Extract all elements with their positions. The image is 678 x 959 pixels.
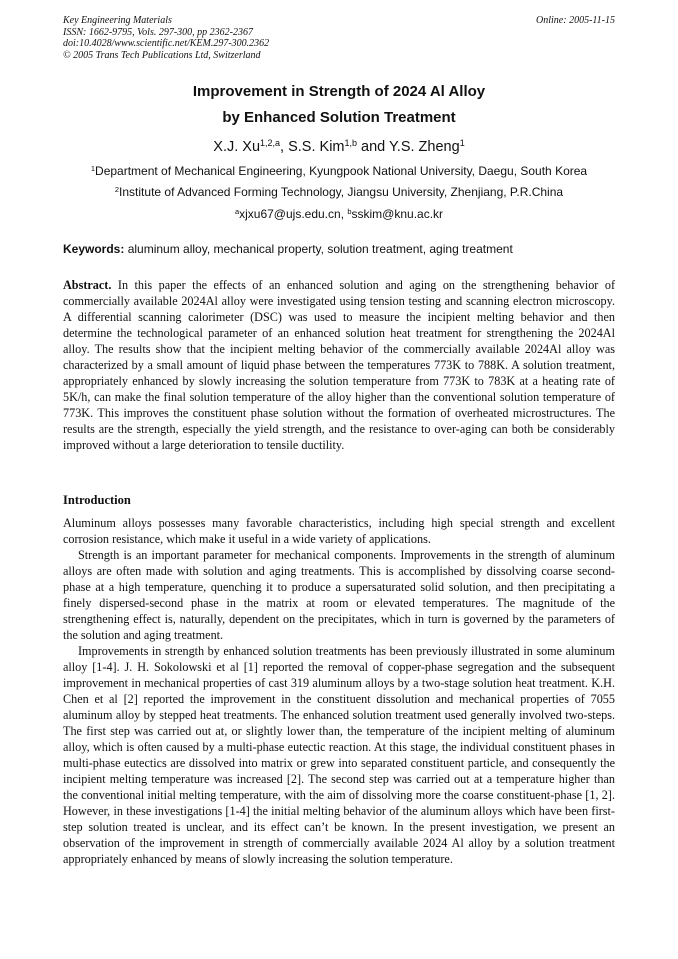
- keywords-label: Keywords:: [63, 242, 125, 256]
- issn-line: ISSN: 1662-9795, Vols. 297-300, pp 2362-2367: [63, 26, 253, 38]
- introduction-body: [63, 515, 615, 867]
- title-line-1: Improvement in Strength of 2024 Al Alloy: [192, 83, 486, 100]
- copyright-line: © 2005 Trans Tech Publications Ltd, Switzerland: [63, 49, 261, 61]
- email-link-b[interactable]: sskim@knu.ac.kr: [351, 207, 444, 221]
- author-emails: $^a$xjxu67@ujs.edu.cn, $^b$sskim@knu.ac.kr: [234, 206, 444, 221]
- author-1: X.J. Xu$^{1,2,a}$,: [213, 138, 289, 155]
- affiliation-1: $^1$Department of Mechanical Engineering, Kyungpook National University, Daegu, South Korea: [90, 163, 588, 178]
- title-line-2: by Enhanced Solution Treatment: [222, 109, 456, 126]
- intro-paragraph-1: Aluminum alloys possesses many favorable characteristics, including high special strength and excellent corrosion resistance, which make it useful in a wide variety of applications.: [63, 516, 615, 546]
- author-list: [63, 136, 615, 158]
- introduction-heading: Introduction: [63, 493, 131, 507]
- abstract-paragraph: [63, 277, 615, 453]
- abstract-text: In this paper the effects of an enhanced solution and aging on the strengthening behavior of commercially available 2024Al alloy were investigated using tension testing and scanning electron microscopy. A differential scanning calorimeter (DSC) was used to measure the incipient melting behavior and then determine the technological parameter of an enhanced solution heat treatment for strengthening the 2024Al alloy. The results show that the incipient melting behavior of the commercially available 2024Al alloy was characterized by a small amount of liquid phase between the temperatures 773K to 788K. A solution treatment, appropriately enhanced by slowly increasing the solution temperature from 773K to 783K at a heating rate of 5K/h, can make the final solution temperature of the alloy higher than the conventional solution temperature of 773K. This improves the constituent phase solution without the formation of overheated microstructures. The results are the strength, especially the yield strength, and the resistance to over-aging can both be considerably improved without a large deterioration to tensile ductility.: [63, 278, 615, 452]
- paper-title: [63, 79, 615, 131]
- author-3: Y.S. Zheng$^1$: [389, 138, 465, 155]
- intro-paragraph-2: Strength is an important parameter for mechanical components. Improvements in the strength of aluminum alloys are often made with solution and aging treatments. This is accomplished by dissolving coarse second-phase at a high temperature, quenching it to produce a supersaturated solid solution, and then precipitating a finely dispersed-second phase in the matrix at room or elevated temperatures. The magnitude of the strengthening effect is, naturally, dependent on the precipitates, which in turn is governed by the parameters of the solution and aging treatment.: [63, 548, 615, 642]
- doi-line: doi:10.4028/www.scientific.net/KEM.297-300.2362: [63, 38, 270, 49]
- online-date: Online: 2005-11-15: [536, 15, 615, 26]
- keywords-line: [63, 241, 615, 257]
- affiliation-2: $^2$Institute of Advanced Forming Technology, Jiangsu University, Zhenjiang, P.R.China: [114, 184, 564, 199]
- journal-name: Key Engineering Materials: [63, 15, 172, 26]
- email-link-a[interactable]: xjxu67@ujs.edu.cn: [239, 207, 341, 221]
- journal-header: [63, 15, 615, 61]
- keywords-text: aluminum alloy, mechanical property, solution treatment, aging treatment: [124, 242, 513, 256]
- intro-paragraph-3: Improvements in strength by enhanced solution treatments has been previously illustrated in some aluminum alloy [1-4]. J. H. Sokolowski et al [1] reported the removal of copper-phase segregation and the subsequent improvement in mechanical properties of cast 319 aluminum alloys by a two-stage solution heat treatment. K.H. Chen et al [2] reported the improvement in the constituent dissolution and mechanical properties of 7055 aluminum alloy by stepped heat treatments. The enhanced solution treatment used generally involved two-steps. The first step was carried out at, or slightly lower than, the temperature of the incipient melting of aluminum alloy, which is often caused by a multi-phase eutectic reaction. At this stage, the individual constituent phases in multi-phase eutectics are dissolved into matrix or grew into separated constituent particle, and consequently the incipient melting temperature was increased [2]. The second step was carried out at a temperature higher than the conventional initial melting temperature, with the aim of dissolving more the coarse constituent-phase [1, 2]. However, in these investigations [1-4] the initial melting behavior of the aluminum alloys which have been first-step solution treated is unclear, and its effect can’t be known. In the present investigation, we present an observation of the improvement in strength of commercially available 2024 Al alloy by a solution treatment appropriately enhanced by means of slowly increasing the solution temperature.: [63, 644, 615, 866]
- author-2: S.S. Kim$^{1,b}$ and: [288, 138, 389, 155]
- abstract-label: Abstract.: [63, 278, 112, 292]
